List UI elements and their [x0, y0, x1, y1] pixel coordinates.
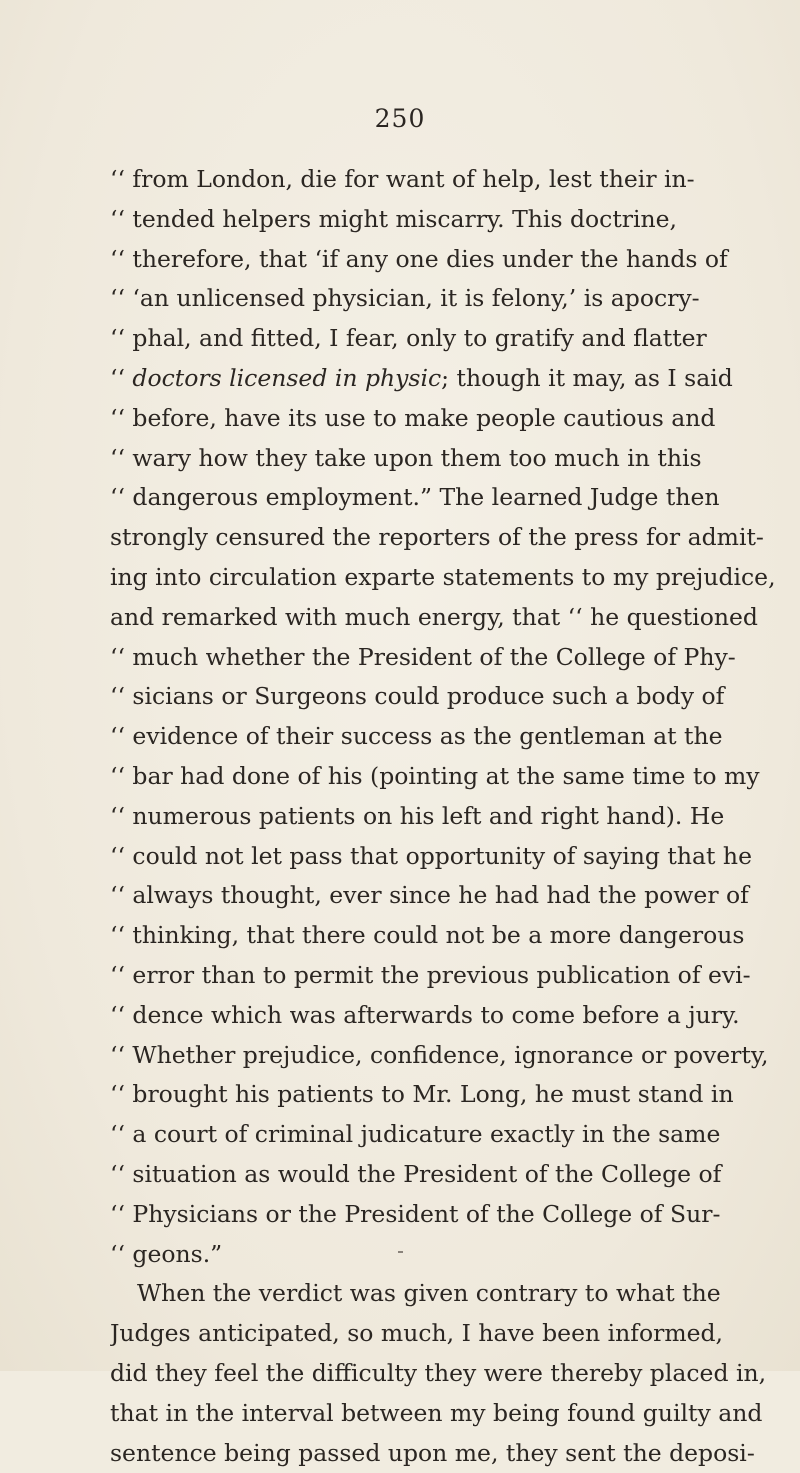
text-line-20: ‘‘ thinking, that there could not be a more dangerous [110, 916, 800, 956]
text-line-4: ‘‘ ‘an unlicensed physician, it is felony,’ is apocry- [110, 279, 800, 319]
text-line-30: Judges anticipated, so much, I have been informed, [110, 1314, 800, 1354]
text-line-19: ‘‘ always thought, ever since he had had the power of [110, 876, 800, 916]
text-line-16: ‘‘ bar had done of his (pointing at the same time to my [110, 757, 800, 797]
text-line-33: sentence being passed upon me, they sent the deposi- [110, 1434, 800, 1473]
body-text [110, 160, 800, 1473]
text-line-3: ‘‘ therefore, that ‘if any one dies under the hands of [110, 240, 800, 280]
page-number: 250 [0, 104, 800, 133]
text-line-6-prefix: ‘‘ [110, 364, 132, 392]
text-line-6 [110, 359, 800, 399]
text-line-15: ‘‘ evidence of their success as the gentleman at the [110, 717, 800, 757]
text-line-14: ‘‘ sicians or Surgeons could produce such a body of [110, 677, 800, 717]
text-line-8: ‘‘ wary how they take upon them too much in this [110, 439, 800, 479]
text-line-17: ‘‘ numerous patients on his left and right hand). He [110, 797, 800, 837]
text-line-1: ‘‘ from London, die for want of help, lest their in- [110, 160, 800, 200]
text-line-27: ‘‘ Physicians or the President of the College of Sur- [110, 1195, 800, 1235]
text-line-23: ‘‘ Whether prejudice, confidence, ignorance or poverty, [110, 1036, 800, 1076]
text-line-22: ‘‘ dence which was afterwards to come before a jury. [110, 996, 800, 1036]
text-line-6-italic: doctors licensed in physic [132, 364, 441, 392]
text-line-9: ‘‘ dangerous employment.” The learned Judge then [110, 478, 800, 518]
text-line-31: did they feel the difficulty they were thereby placed in, [110, 1354, 800, 1394]
text-line-12: and remarked with much energy, that ‘‘ he questioned [110, 598, 800, 638]
text-line-2: ‘‘ tended helpers might miscarry. This doctrine, [110, 200, 800, 240]
text-line-11: ing into circulation exparte statements to my prejudice, [110, 558, 800, 598]
text-line-32: that in the interval between my being found guilty and [110, 1394, 800, 1434]
text-line-10: strongly censured the reporters of the press for admit- [110, 518, 800, 558]
text-line-6-suffix: ; though it may, as I said [441, 364, 733, 392]
text-line-28: ‘‘ geons.” [110, 1235, 800, 1275]
text-line-24: ‘‘ brought his patients to Mr. Long, he must stand in [110, 1075, 800, 1115]
text-line-29: When the verdict was given contrary to what the [110, 1274, 800, 1314]
text-line-13: ‘‘ much whether the President of the College of Phy- [110, 638, 800, 678]
text-line-7: ‘‘ before, have its use to make people cautious and [110, 399, 800, 439]
ink-mark [398, 1251, 403, 1253]
text-line-5: ‘‘ phal, and fitted, I fear, only to gratify and flatter [110, 319, 800, 359]
text-line-25: ‘‘ a court of criminal judicature exactly in the same [110, 1115, 800, 1155]
text-line-26: ‘‘ situation as would the President of the College of [110, 1155, 800, 1195]
text-line-21: ‘‘ error than to permit the previous publication of evi- [110, 956, 800, 996]
text-line-18: ‘‘ could not let pass that opportunity of saying that he [110, 837, 800, 877]
